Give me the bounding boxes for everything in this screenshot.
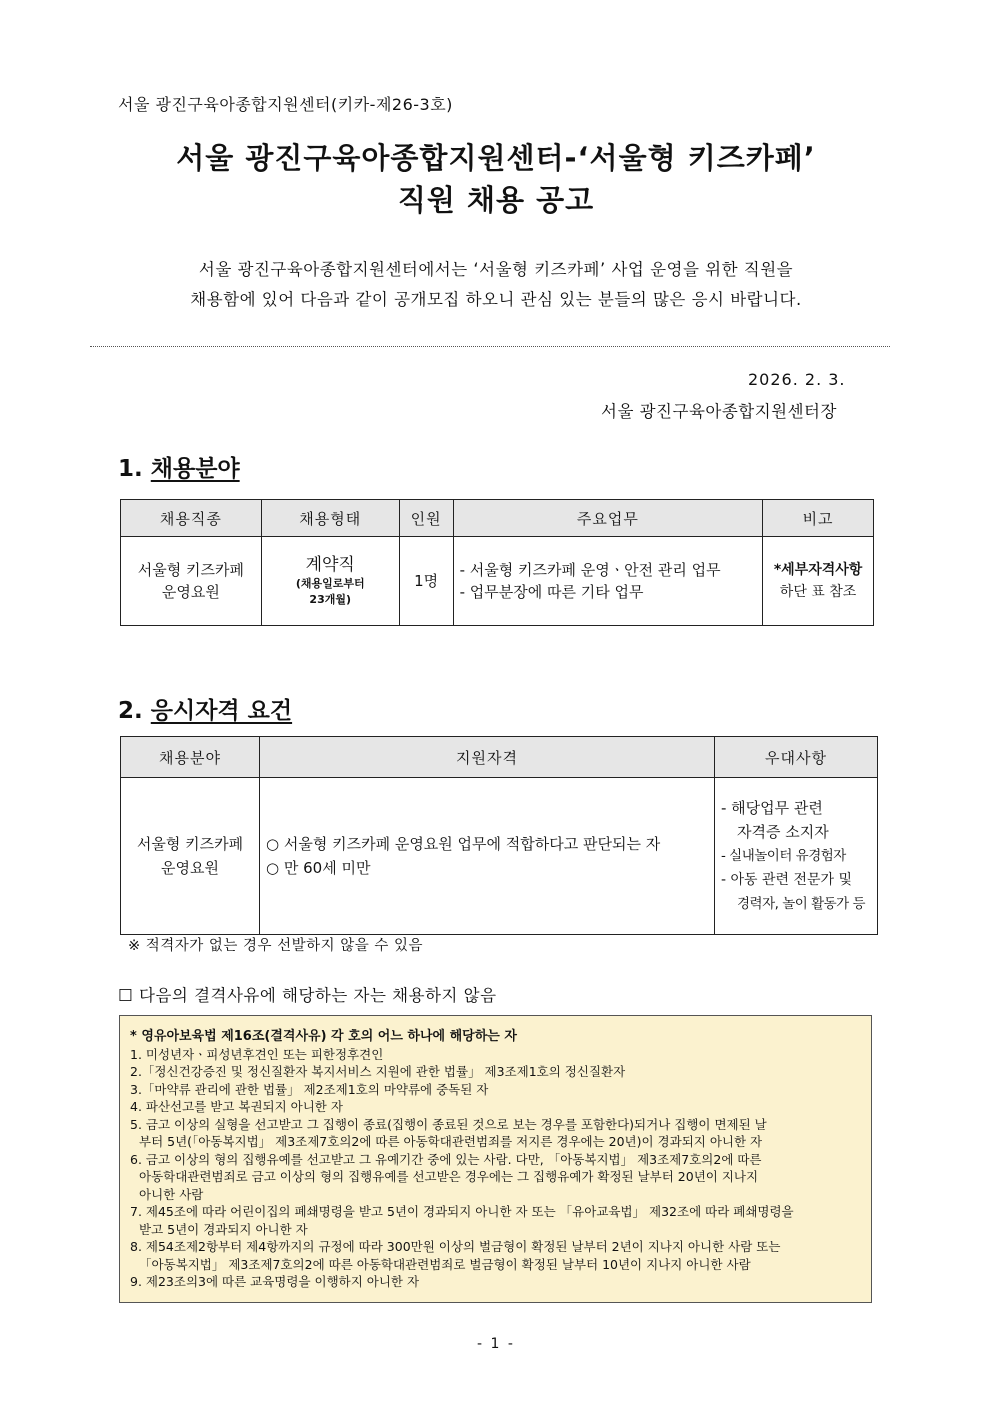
intro-line2: 채용함에 있어 다음과 같이 공개모집 하오니 관심 있는 분들의 많은 응시 바랍니다. (190, 290, 802, 309)
field-line1: 서울형 키즈카페 (136, 835, 244, 853)
list-item: 8. 제54조제2항부터 제4항까지의 규정에 따라 300만원 이상의 벌금형이 확정된 날부터 2년이 지나지 아니한 사람 또는 (130, 1239, 781, 1254)
pref-line1: - 해당업무 관련 (721, 799, 823, 817)
qualification-table (120, 736, 878, 935)
recruitment-field-table (120, 499, 874, 626)
document-id: 서울 광진구육아종합지원센터(키카-제26-3호) (118, 95, 453, 114)
pref-line3b: 경력자, 놀이 활동가 등 (737, 896, 866, 912)
cell-qualification (260, 778, 715, 935)
intro-line1: 서울 광진구육아종합지원센터에서는 ‘서울형 키즈카페’ 사업 운영을 위한 직원을 (198, 260, 794, 279)
section1-title: 채용분야 (150, 456, 240, 482)
selection-note: ※ 적격자가 없는 경우 선발하지 않을 수 있음 (128, 938, 424, 954)
list-item: 9. 제23조의3에 따른 교육명령을 이행하지 아니한 자 (130, 1274, 420, 1289)
col-header-note: 비고 (763, 500, 874, 537)
list-item: 3.「마약류 관리에 관한 법률」 제2조제1호의 마약류에 중독된 자 (130, 1081, 489, 1097)
page-number: - 1 - (477, 1336, 515, 1352)
col-header-duties: 주요업무 (453, 500, 763, 537)
list-item: 2.「정신건강증진 및 정신질환자 복지서비스 지원에 관한 법률」 제3조제1호의 정신질환자 (130, 1064, 626, 1079)
type-sub2: 23개월) (309, 593, 352, 606)
col-header-type: 채용형태 (261, 500, 399, 537)
cell-field (121, 778, 260, 935)
section2-heading (118, 692, 292, 725)
note-line2: 하단 표 참조 (779, 584, 857, 600)
issuer-signature: 서울 광진구육아종합지원센터장 (601, 402, 837, 421)
type-sub1: (채용일로부터 (295, 577, 365, 590)
pref-line1b: 자격증 소지자 (737, 823, 829, 841)
cell-count: 1명 (399, 537, 453, 626)
page-title-line1: 서울 광진구육아종합지원센터-‘서울형 키즈카페’ (176, 141, 816, 175)
qualification-line1: ○ 서울형 키즈카페 운영요원 업무에 적합하다고 판단되는 자 (266, 835, 661, 853)
note-line1: *세부자격사항 (773, 562, 863, 578)
list-item: 1. 미성년자ㆍ피성년후견인 또는 피한정후견인 (130, 1046, 384, 1062)
table-row (121, 537, 874, 626)
cell-job (121, 537, 262, 626)
list-item: 「아동복지법」 제3조제7호의2에 따른 아동학대관련범죄로 벌금형이 확정된 날부터 10년이 지나지 아니한 사람 (139, 1256, 751, 1272)
list-item: 받고 5년이 경과되지 아니한 자 (139, 1221, 308, 1237)
list-item: 아동학대관련범죄로 금고 이상의 형의 집행유예를 선고받은 경우에는 그 집행유예가 확정된 날부터 20년이 지나지 (139, 1169, 759, 1184)
disqualification-box-title: * 영유아보육법 제16조(결격사유) 각 호의 어느 하나에 해당하는 자 (130, 1029, 517, 1044)
duty-line1: - 서울형 키즈카페 운영ㆍ안전 관리 업무 (459, 561, 721, 579)
list-item: 4. 파산선고를 받고 복권되지 아니한 자 (130, 1099, 343, 1114)
cell-type (261, 537, 399, 626)
list-item: 6. 금고 이상의 형의 집행유예를 선고받고 그 유예기간 중에 있는 사람. 다만, 「아동복지법」 제3조제7호의2에 따른 (130, 1151, 762, 1167)
col-header-job: 채용직종 (121, 500, 262, 537)
section1-number: 1. (118, 456, 143, 482)
section2-title: 응시자격 요건 (150, 698, 293, 724)
col-header-field: 채용분야 (121, 737, 260, 778)
job-line1: 서울형 키즈카페 (137, 561, 244, 579)
list-item: 7. 제45조에 따라 어린이집의 폐쇄명령을 받고 5년이 경과되지 아니한 자 또는 「유아교육법」 제32조에 따라 폐쇄명령을 (130, 1204, 794, 1219)
dotted-divider (90, 346, 890, 347)
page-title-line2: 직원 채용 공고 (397, 183, 595, 217)
cell-duties (453, 537, 763, 626)
pref-line2: - 실내놀이터 유경험자 (721, 848, 846, 864)
col-header-count: 인원 (399, 500, 453, 537)
qualification-line2: ○ 만 60세 미만 (266, 859, 371, 877)
list-item: 부터 5년(「아동복지법」 제3조제7호의2에 따른 아동학대관련범죄를 저지른 경우에는 20년)이 경과되지 아니한 자 (139, 1134, 763, 1149)
duty-line2: - 업무분장에 따른 기타 업무 (459, 583, 644, 601)
table-row (121, 778, 878, 935)
col-header-qualification: 지원자격 (260, 737, 715, 778)
section1-heading (118, 450, 240, 483)
pref-line3: - 아동 관련 전문가 및 (721, 872, 853, 888)
list-item: 아니한 사람 (139, 1186, 204, 1202)
cell-note (763, 537, 874, 626)
announcement-date: 2026. 2. 3. (748, 370, 846, 389)
disqualification-heading: ☐ 다음의 결격사유에 해당하는 자는 채용하지 않음 (118, 986, 497, 1005)
list-item: 5. 금고 이상의 실형을 선고받고 그 집행이 종료(집행이 종료된 것으로 보는 경우를 포함한다)되거나 집행이 면제된 날 (130, 1116, 767, 1132)
section2-number: 2. (118, 698, 143, 724)
job-line2: 운영요원 (161, 583, 220, 601)
col-header-preference: 우대사항 (715, 737, 878, 778)
table-header-row (121, 737, 878, 778)
type-main: 계약직 (305, 555, 355, 575)
cell-preference (715, 778, 878, 935)
disqualification-box (119, 1015, 872, 1303)
table-header-row (121, 500, 874, 537)
field-line2: 운영요원 (161, 859, 219, 877)
